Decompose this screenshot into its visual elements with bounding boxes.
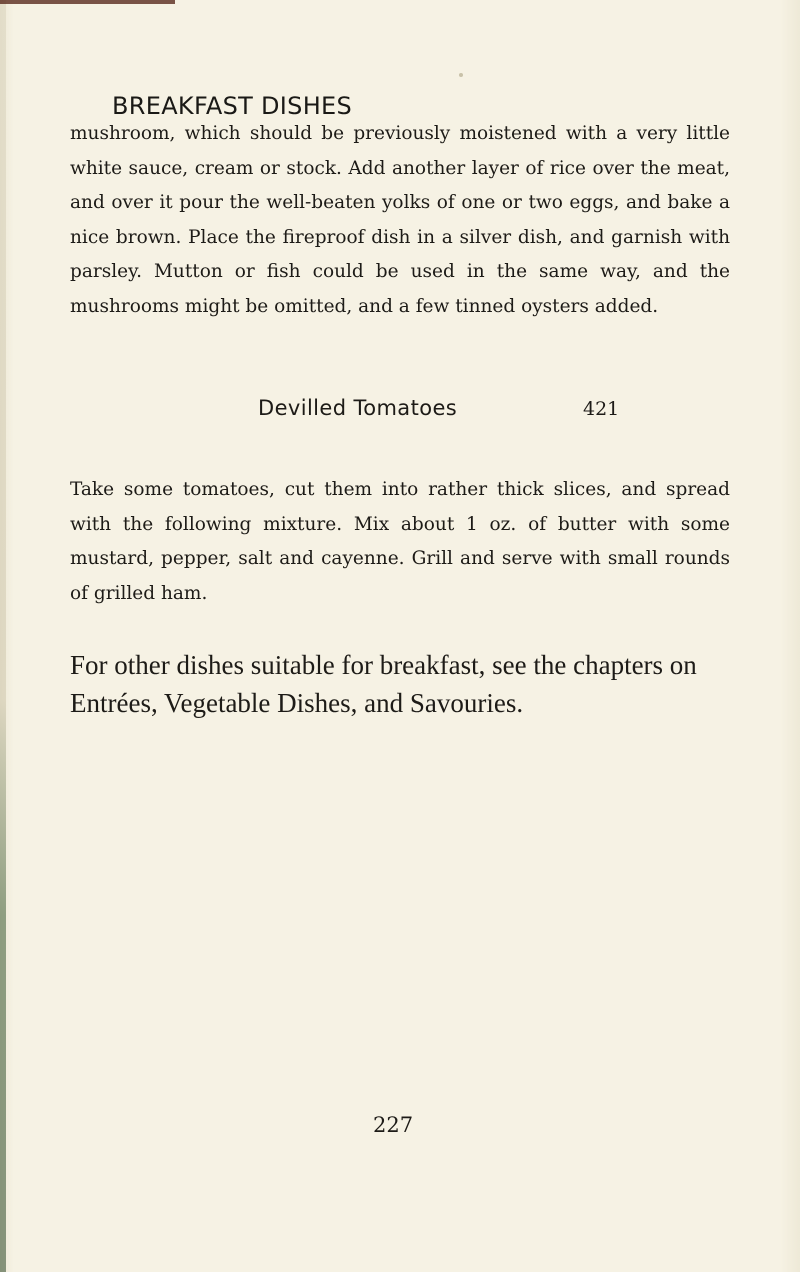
cross-reference-note: For other dishes suitable for breakfast, see the chapters on Entrées, Vegetable Dishes, and Savouries. xyxy=(70,650,697,718)
page-binding-edge xyxy=(0,0,6,1272)
continued-paragraph: mushroom, which should be previously moistened with a very little white sauce, cream or stock. Add another layer of rice over the meat, and over it pour the well-beaten yolks of one or two eggs, and bake a nice brown. Place the fireproof dish in a silver dish, and garnish with parsley. Mutton or fish could be used in the same way, and the mushrooms might be omitted, and a few tinned oysters added. xyxy=(70,123,730,317)
running-head: BREAKFAST DISHES xyxy=(112,92,353,120)
paper-speck xyxy=(459,73,463,77)
top-edge-mark xyxy=(0,0,175,4)
recipe-title: Devilled Tomatoes xyxy=(258,396,458,420)
recipe-number: 421 xyxy=(583,398,620,420)
page-number: 227 xyxy=(373,1113,414,1137)
recipe-body: Take some tomatoes, cut them into rather thick slices, and spread with the following mixture. Mix about 1 oz. of butter with some mustard, pepper, salt and cayenne. Grill and serve with small rounds of grilled ham. xyxy=(70,479,730,604)
